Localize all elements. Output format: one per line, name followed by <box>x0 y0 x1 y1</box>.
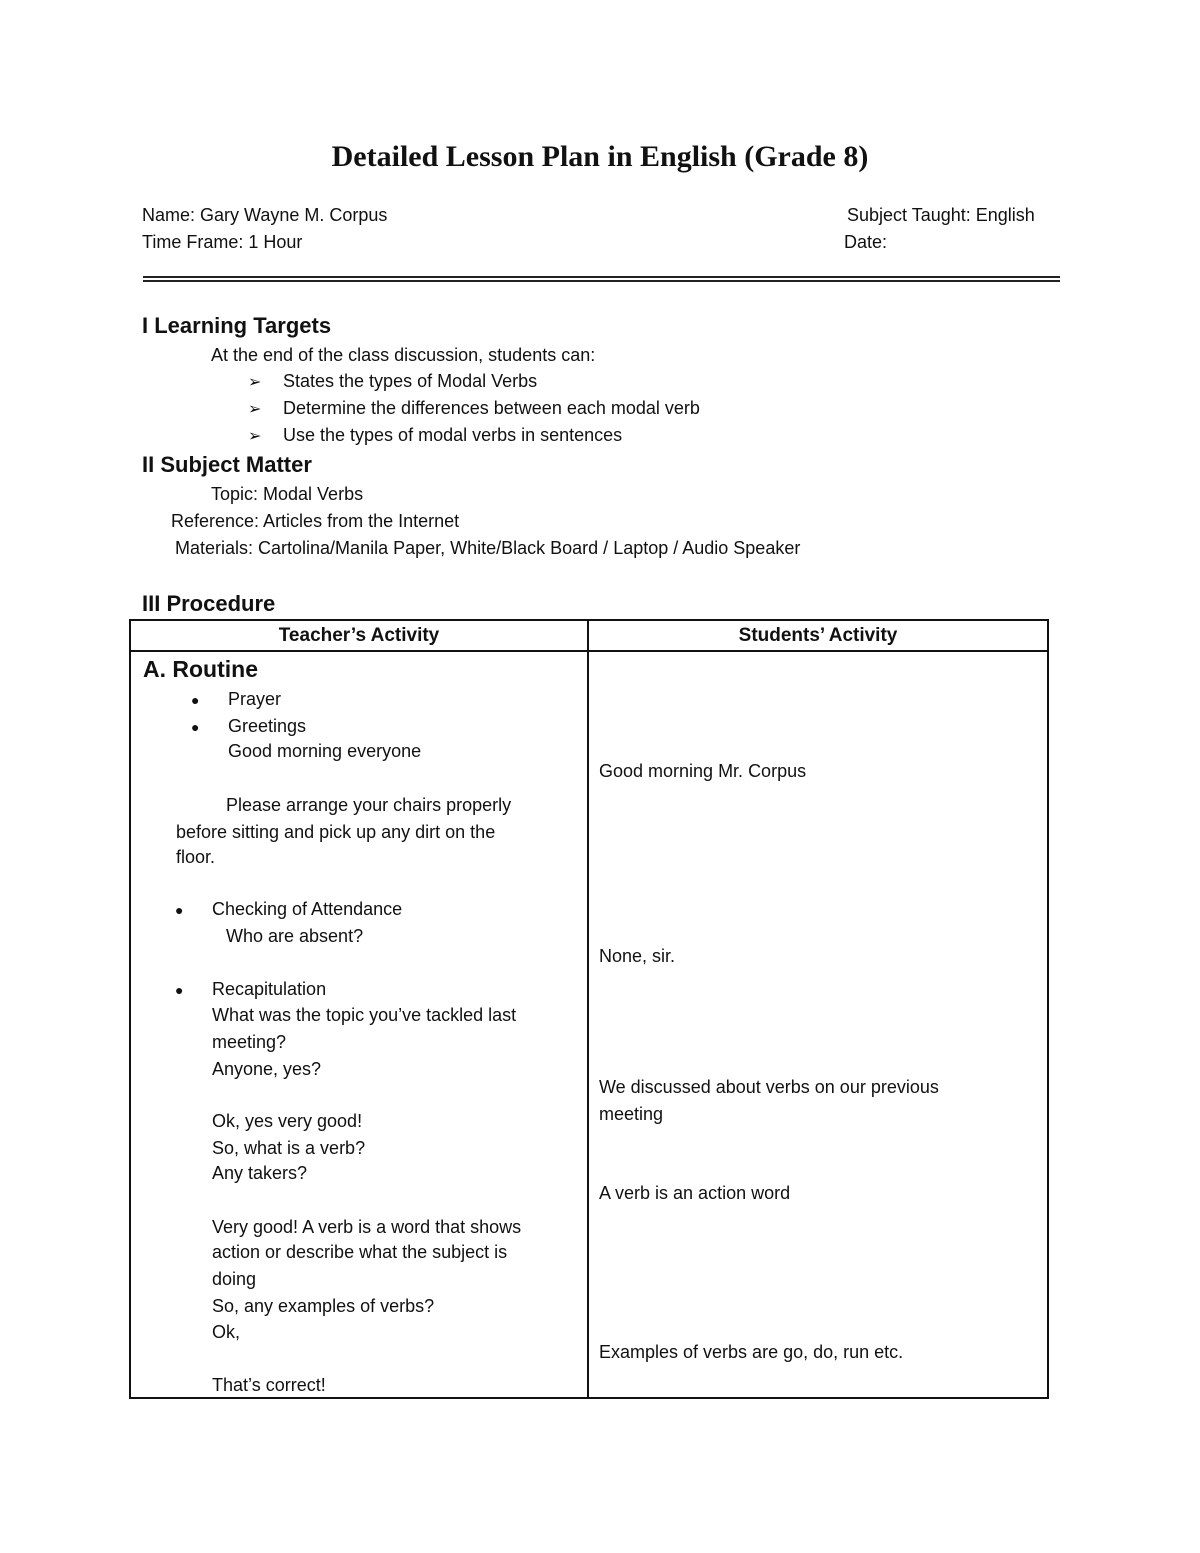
student-reply: Good morning Mr. Corpus <box>599 761 807 781</box>
bullet-icon: ● <box>191 719 200 735</box>
procedure-table <box>129 619 1049 1399</box>
students-activity-cell <box>588 651 1048 1398</box>
teacher-line: Any takers? <box>212 1163 308 1183</box>
teacher-line: Please arrange your chairs properly <box>226 795 512 815</box>
teacher-line: Anyone, yes? <box>212 1059 322 1079</box>
procedure-heading: III Procedure <box>142 591 276 616</box>
bullet-icon: ● <box>175 902 184 918</box>
teacher-line: floor. <box>176 847 216 867</box>
teacher-line: action or describe what the subject is <box>212 1242 508 1262</box>
student-reply: Examples of verbs are go, do, run etc. <box>599 1342 904 1362</box>
teacher-activity-header: Teacher’s Activity <box>130 620 588 651</box>
teacher-line: Who are absent? <box>226 926 364 946</box>
bullet-icon: ● <box>175 982 184 998</box>
learning-targets-intro: At the end of the class discussion, students can: <box>211 345 596 365</box>
arrow-bullet-icon: ➢ <box>248 428 262 445</box>
table-row <box>130 651 1048 1398</box>
student-reply: We discussed about verbs on our previous <box>599 1077 939 1097</box>
table-header-row <box>130 620 1048 651</box>
routine-heading: A. Routine <box>143 656 258 682</box>
header-divider-bottom <box>143 280 1060 282</box>
attendance-item: Checking of Attendance <box>212 899 403 919</box>
teacher-line: Very good! A verb is a word that shows <box>212 1217 522 1237</box>
teacher-line: Good morning everyone <box>228 741 422 761</box>
bullet-icon: ● <box>191 692 200 708</box>
students-activity-header: Students’ Activity <box>588 620 1048 651</box>
recapitulation-item: Recapitulation <box>212 979 327 999</box>
document-title: Detailed Lesson Plan in English (Grade 8) <box>331 140 869 173</box>
teacher-line: Ok, yes very good! <box>212 1111 363 1131</box>
learning-target-item: Use the types of modal verbs in sentences <box>283 425 623 445</box>
teacher-line: doing <box>212 1269 257 1289</box>
learning-targets-heading: I Learning Targets <box>142 313 332 338</box>
topic-line: Topic: Modal Verbs <box>211 484 364 504</box>
subject-matter-heading: II Subject Matter <box>142 452 312 477</box>
learning-target-item: States the types of Modal Verbs <box>283 371 538 391</box>
greetings-item: Greetings <box>228 716 307 736</box>
teacher-line: Ok, <box>212 1322 241 1342</box>
materials-line: Materials: Cartolina/Manila Paper, White/Black Board / Laptop / Audio Speaker <box>175 538 801 558</box>
prayer-item: Prayer <box>228 689 282 709</box>
time-frame: Time Frame: 1 Hour <box>142 232 303 252</box>
teacher-activity-cell <box>130 651 588 1398</box>
student-reply: None, sir. <box>599 946 676 966</box>
subject-taught: Subject Taught: English <box>847 205 1035 225</box>
arrow-bullet-icon: ➢ <box>248 401 262 418</box>
header-divider-top <box>143 276 1060 278</box>
teacher-name: Name: Gary Wayne M. Corpus <box>142 205 388 225</box>
arrow-bullet-icon: ➢ <box>248 374 262 391</box>
learning-target-item: Determine the differences between each modal verb <box>283 398 700 418</box>
teacher-line: So, what is a verb? <box>212 1138 366 1158</box>
teacher-line: before sitting and pick up any dirt on the <box>176 822 496 842</box>
date-field: Date: <box>844 232 888 252</box>
teacher-line: meeting? <box>212 1032 287 1052</box>
teacher-line: What was the topic you’ve tackled last <box>212 1005 517 1025</box>
reference-line: Reference: Articles from the Internet <box>171 511 460 531</box>
teacher-line: That’s correct! <box>212 1375 326 1395</box>
teacher-line: So, any examples of verbs? <box>212 1296 435 1316</box>
student-reply: meeting <box>599 1104 664 1124</box>
student-reply: A verb is an action word <box>599 1183 791 1203</box>
